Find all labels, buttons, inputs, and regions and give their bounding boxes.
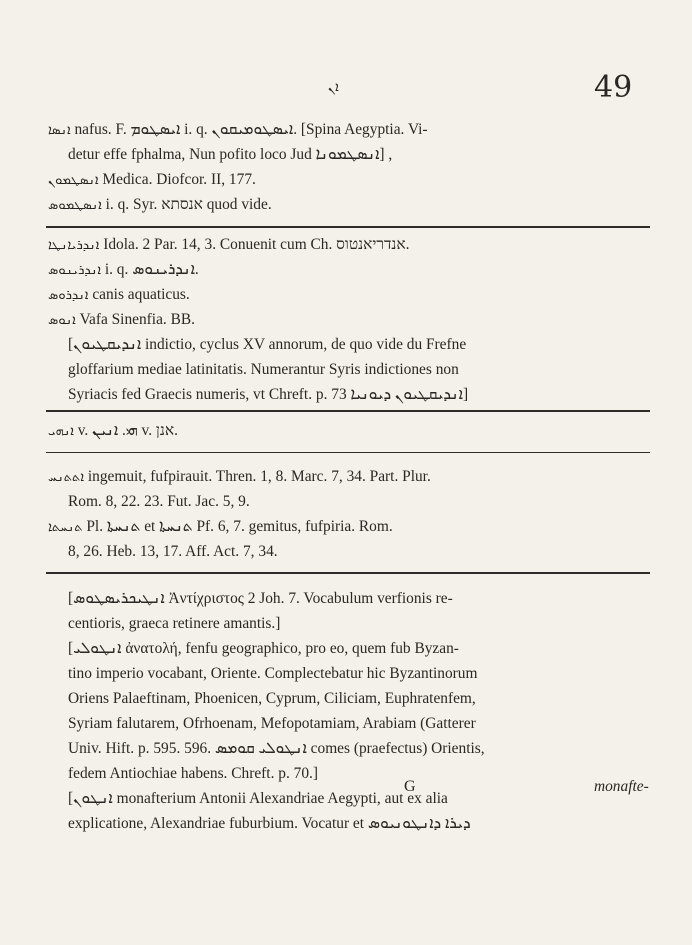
entry-line: ܬܢܚܬܐ Pl. ܬܢܚܬܐ et ܬܢܚܬܐ Pf. 6, 7. gemitus, fufpiria. Rom.	[48, 518, 393, 535]
section-rule	[46, 572, 650, 574]
entry-block-2	[48, 232, 648, 407]
entry-line: centioris, graeca retinere amantis.]	[68, 615, 281, 632]
entry-line: [ܐܢܛܝܟܪܝܣܛܘܣ Ἀντίχριστος 2 Joh. 7. Vocabulum verfionis re-	[68, 590, 453, 607]
catchword: monafte-	[594, 778, 649, 795]
entry-block-5	[48, 586, 648, 836]
entry-line: [ܐܢܕܝܩܛܝܘܢ indictio, cyclus XV annorum, de quo vide du Frefne	[68, 336, 467, 353]
entry-line: Syriacis fed Graecis numeris, vt Chreft. p. 73 ܐܢܕܝܩܛܝܘܢ ܕܝܘܢܝܐ]	[68, 386, 469, 403]
entry-line: 8, 26. Heb. 13, 17. Aff. Act. 7, 34.	[68, 543, 278, 560]
entry-line: Rom. 8, 22. 23. Fut. Jac. 5, 9.	[68, 493, 250, 510]
entry-line: ܐܢܣܛܡܘܣ i. q. Syr. אנסתא quod vide.	[48, 196, 272, 213]
running-head-syriac: ܐܢ	[328, 80, 339, 95]
entry-line: Syriam falutarem, Ofrhoenam, Mefopotamiam, Arabiam (Gatterer	[68, 715, 476, 732]
entry-line: Oriens Palaeftinam, Phoenicen, Cyprum, Ciliciam, Euphratenfem,	[68, 690, 476, 707]
entry-line: ܐܢܘܣ Vafa Sinenfia. BB.	[48, 311, 195, 328]
section-rule	[46, 452, 650, 453]
entry-line: [ܐܢܛܘܠܝ ἀνατολή, fenfu geographico, pro eo, quem fub Byzan-	[68, 640, 459, 657]
entry-line: ܐܢܕܪܝܐܢܛܐ Idola. 2 Par. 14, 3. Conuenit cum Ch. אנדריאנטוס.	[48, 236, 410, 253]
entry-line: ܐܢܕܪܝܢܘܣ i. q. ܐܢܕܪܝܢܘܣ.	[48, 261, 199, 278]
entry-line: ܐܢܣܛܡܘܢ Medica. Diofcor. II, 177.	[48, 171, 256, 188]
entry-block-4	[48, 464, 648, 564]
entry-block-3	[48, 418, 648, 443]
signature-mark: G	[404, 778, 416, 795]
entry-line: [ܐܢܛܘܢ monafterium Antonii Alexandriae Aegypti, aut ex alia	[68, 790, 448, 807]
page-number: 49	[594, 70, 633, 105]
entry-line: Univ. Hift. p. 595. 596. ܐܢܛܘܠܝ ܩܘܡܣ comes (praefectus) Orientis,	[68, 740, 485, 757]
entry-line: fedem Antiochiae habens. Chreft. p. 70.]	[68, 765, 319, 782]
section-rule	[46, 226, 650, 228]
entry-line: tino imperio vocabant, Oriente. Complectebatur hic Byzantinorum	[68, 665, 478, 682]
section-rule	[46, 410, 650, 412]
entry-line: gloffarium mediae latinitatis. Numerantur Syris indictiones non	[68, 361, 459, 378]
entry-line: detur effe fphalma, Nun pofito loco Jud ܐܢܣܛܡܘܢܐ] ,	[68, 146, 393, 163]
entry-line: ܐܬܬܢܚ ingemuit, fufpirauit. Thren. 1, 8. Marc. 7, 34. Part. Plur.	[48, 468, 431, 485]
entry-line: ܐܢܗܝ v. ܗܝ. ܐܢܝܢ v. אנן.	[48, 422, 178, 439]
entry-block-1	[48, 117, 648, 217]
entry-line: ܐܢܣܐ nafus. F. ܐܝܣܛܘܡ i. q. ܐܝܣܛܘܡܝܩܘܢ. [Spina Aegyptia. Vi-	[48, 121, 428, 138]
entry-line: explicatione, Alexandriae fuburbium. Vocatur et ܕܝܪܐ ܕܐܢܛܘܢܝܘܣ	[68, 815, 471, 832]
entry-line: ܐܢܕܪܘܣ canis aquaticus.	[48, 286, 190, 303]
